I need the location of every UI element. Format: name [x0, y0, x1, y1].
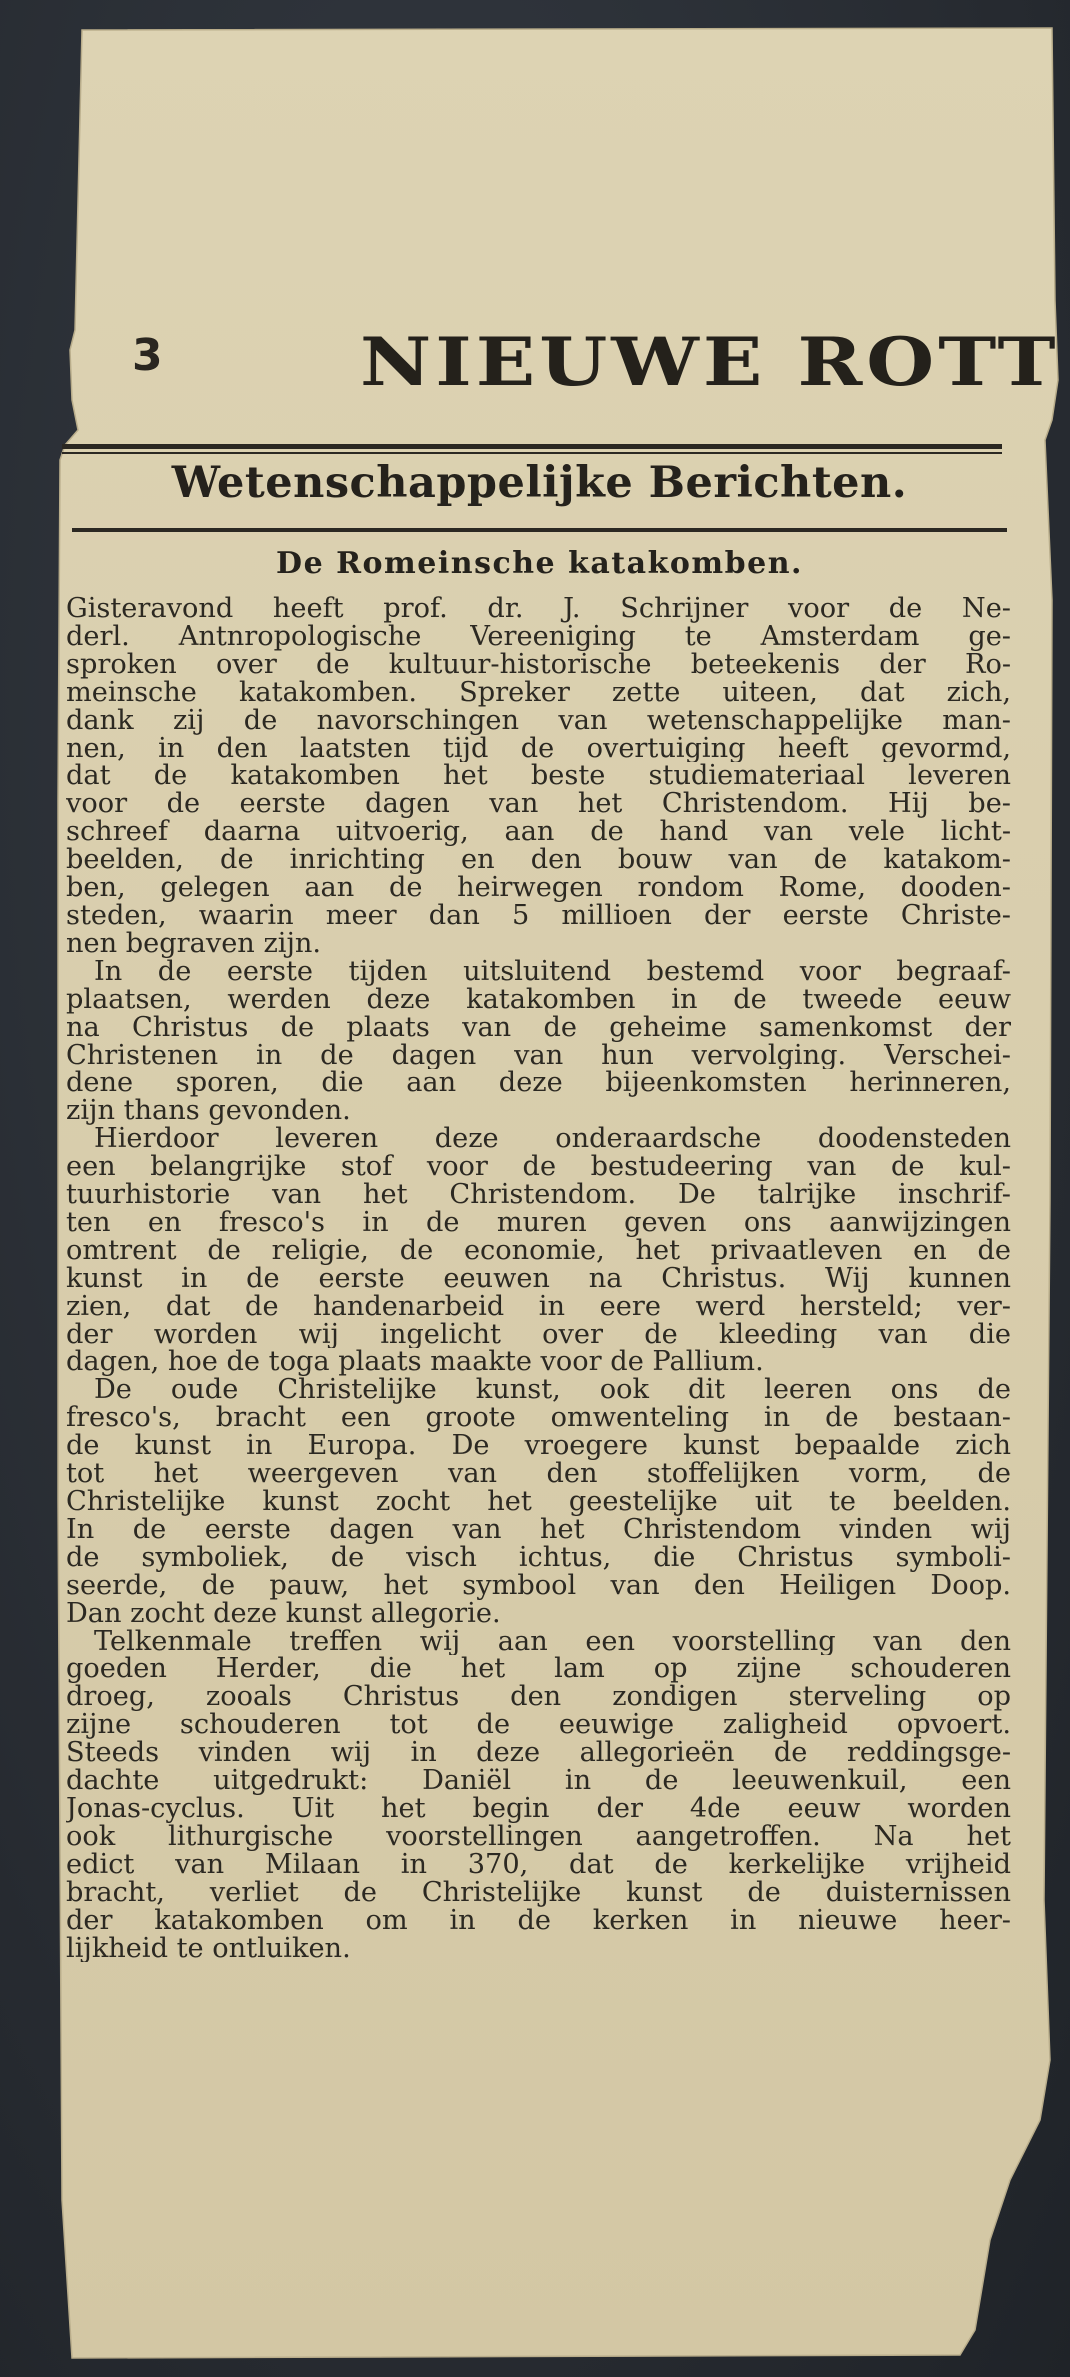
body-line: na Christus de plaats van de geheime samenkomst der: [66, 1013, 1011, 1042]
body-line: tuurhistorie van het Christendom. De talrijke inschrif-: [66, 1181, 1011, 1209]
body-line: nen begraven zijn.: [66, 929, 322, 958]
body-line: goeden Herder, die het lam op zijne schouderen: [66, 1655, 1011, 1684]
section-title: Wetenschappelijke Berichten.: [171, 458, 908, 508]
body-line: dachte uitgedrukt: Daniël in de leeuwenkuil, een: [66, 1767, 1011, 1795]
body-line: Christenen in de dagen van hun vervolging. Verschei-: [66, 1041, 1011, 1070]
body-line: Telkenmale treffen wij aan een voorstelling van den: [94, 1627, 1011, 1656]
top-rule: [62, 444, 1002, 454]
section-rule: [72, 528, 1007, 532]
body-line: een belangrijke stof voor de bestudeering van de kul-: [66, 1153, 1011, 1182]
body-line: derl. Antnropologische Vereeniging te Amsterdam ge-: [66, 622, 1011, 651]
body-line: Dan zocht deze kunst allegorie.: [66, 1599, 501, 1628]
body-line: ook lithurgische voorstellingen aangetroffen. Na het: [66, 1822, 1011, 1851]
body-line: De oude Christelijke kunst, ook dit leeren ons de: [94, 1376, 1011, 1405]
body-line: Jonas-cyclus. Uit het begin der 4de eeuw worden: [66, 1794, 1011, 1823]
body-line: zijne schouderen tot de eeuwige zaligheid opvoert.: [66, 1711, 1011, 1740]
article-body: [66, 595, 1011, 1962]
body-line: schreef daarna uitvoerig, aan de hand van vele licht-: [66, 818, 1011, 847]
body-line: edict van Milaan in 370, dat de kerkelijke vrijheid: [66, 1850, 1011, 1879]
body-line: dank zij de navorschingen van wetenschappelijke man-: [66, 706, 1011, 735]
body-line: dat de katakomben het beste studiemateriaal leveren: [66, 762, 1011, 791]
body-line: kunst in de eerste eeuwen na Christus. Wij kunnen: [66, 1264, 1011, 1293]
body-line: plaatsen, werden deze katakomben in de tweede eeuw: [66, 985, 1011, 1014]
page-number: 3: [132, 330, 163, 381]
body-line: beelden, de inrichting en den bouw van de katakom-: [66, 846, 1011, 875]
body-line: Gisteravond heeft prof. dr. J. Schrijner voor de Ne-: [66, 595, 1011, 623]
body-line: tot het weergeven van den stoffelijken vorm, de: [66, 1460, 1011, 1488]
body-line: steden, waarin meer dan 5 millioen der eerste Christe-: [66, 901, 1011, 930]
article-title: De Romeinsche katakomben.: [276, 546, 803, 581]
body-line: de symboliek, de visch ichtus, die Christus symboli-: [66, 1543, 1011, 1572]
body-line: ben, gelegen aan de heirwegen rondom Rome, dooden-: [66, 874, 1011, 902]
body-line: der worden wij ingelicht over de kleeding van die: [66, 1320, 1011, 1349]
body-line: In de eerste dagen van het Christendom vinden wij: [66, 1515, 1011, 1544]
body-line: de kunst in Europa. De vroegere kunst bepaalde zich: [66, 1432, 1011, 1461]
body-line: nen, in den laatsten tijd de overtuiging heeft gevormd,: [66, 734, 1011, 763]
body-line: droeg, zooals Christus den zondigen sterveling op: [66, 1683, 1011, 1712]
body-line: Christelijke kunst zocht het geestelijke uit te beelden.: [66, 1488, 1011, 1516]
body-line: Hierdoor leveren deze onderaardsche doodensteden: [94, 1125, 1011, 1154]
body-line: voor de eerste dagen van het Christendom. Hij be-: [66, 790, 1011, 819]
body-line: zien, dat de handenarbeid in eere werd hersteld; ver-: [66, 1292, 1011, 1321]
body-line: meinsche katakomben. Spreker zette uiteen, dat zich,: [66, 678, 1011, 707]
body-line: ten en fresco's in de muren geven ons aanwijzingen: [66, 1208, 1011, 1237]
body-line: der katakomben om in de kerken in nieuwe heer-: [66, 1906, 1011, 1935]
body-line: dene sporen, die aan deze bijeenkomsten herinneren,: [66, 1069, 1011, 1098]
body-line: fresco's, bracht een groote omwenteling in de bestaan-: [66, 1404, 1011, 1433]
body-line: lijkheid te ontluiken.: [66, 1934, 351, 1963]
body-line: zijn thans gevonden.: [66, 1097, 351, 1126]
masthead: [80, 330, 1070, 410]
body-line: dagen, hoe de toga plaats maakte voor de Pallium.: [66, 1348, 764, 1377]
body-line: omtrent de religie, de economie, het privaatleven en de: [66, 1236, 1011, 1265]
body-line: In de eerste tijden uitsluitend bestemd voor begraaf-: [94, 957, 1011, 986]
newspaper-name: NIEUWE ROTT: [360, 330, 1060, 402]
body-line: bracht, verliet de Christelijke kunst de duisternissen: [66, 1878, 1011, 1907]
body-line: Steeds vinden wij in deze allegorieën de reddingsge-: [66, 1739, 1011, 1768]
body-line: seerde, de pauw, het symbool van den Heiligen Doop.: [66, 1571, 1011, 1600]
body-line: sproken over de kultuur-historische beteekenis der Ro-: [66, 650, 1011, 679]
